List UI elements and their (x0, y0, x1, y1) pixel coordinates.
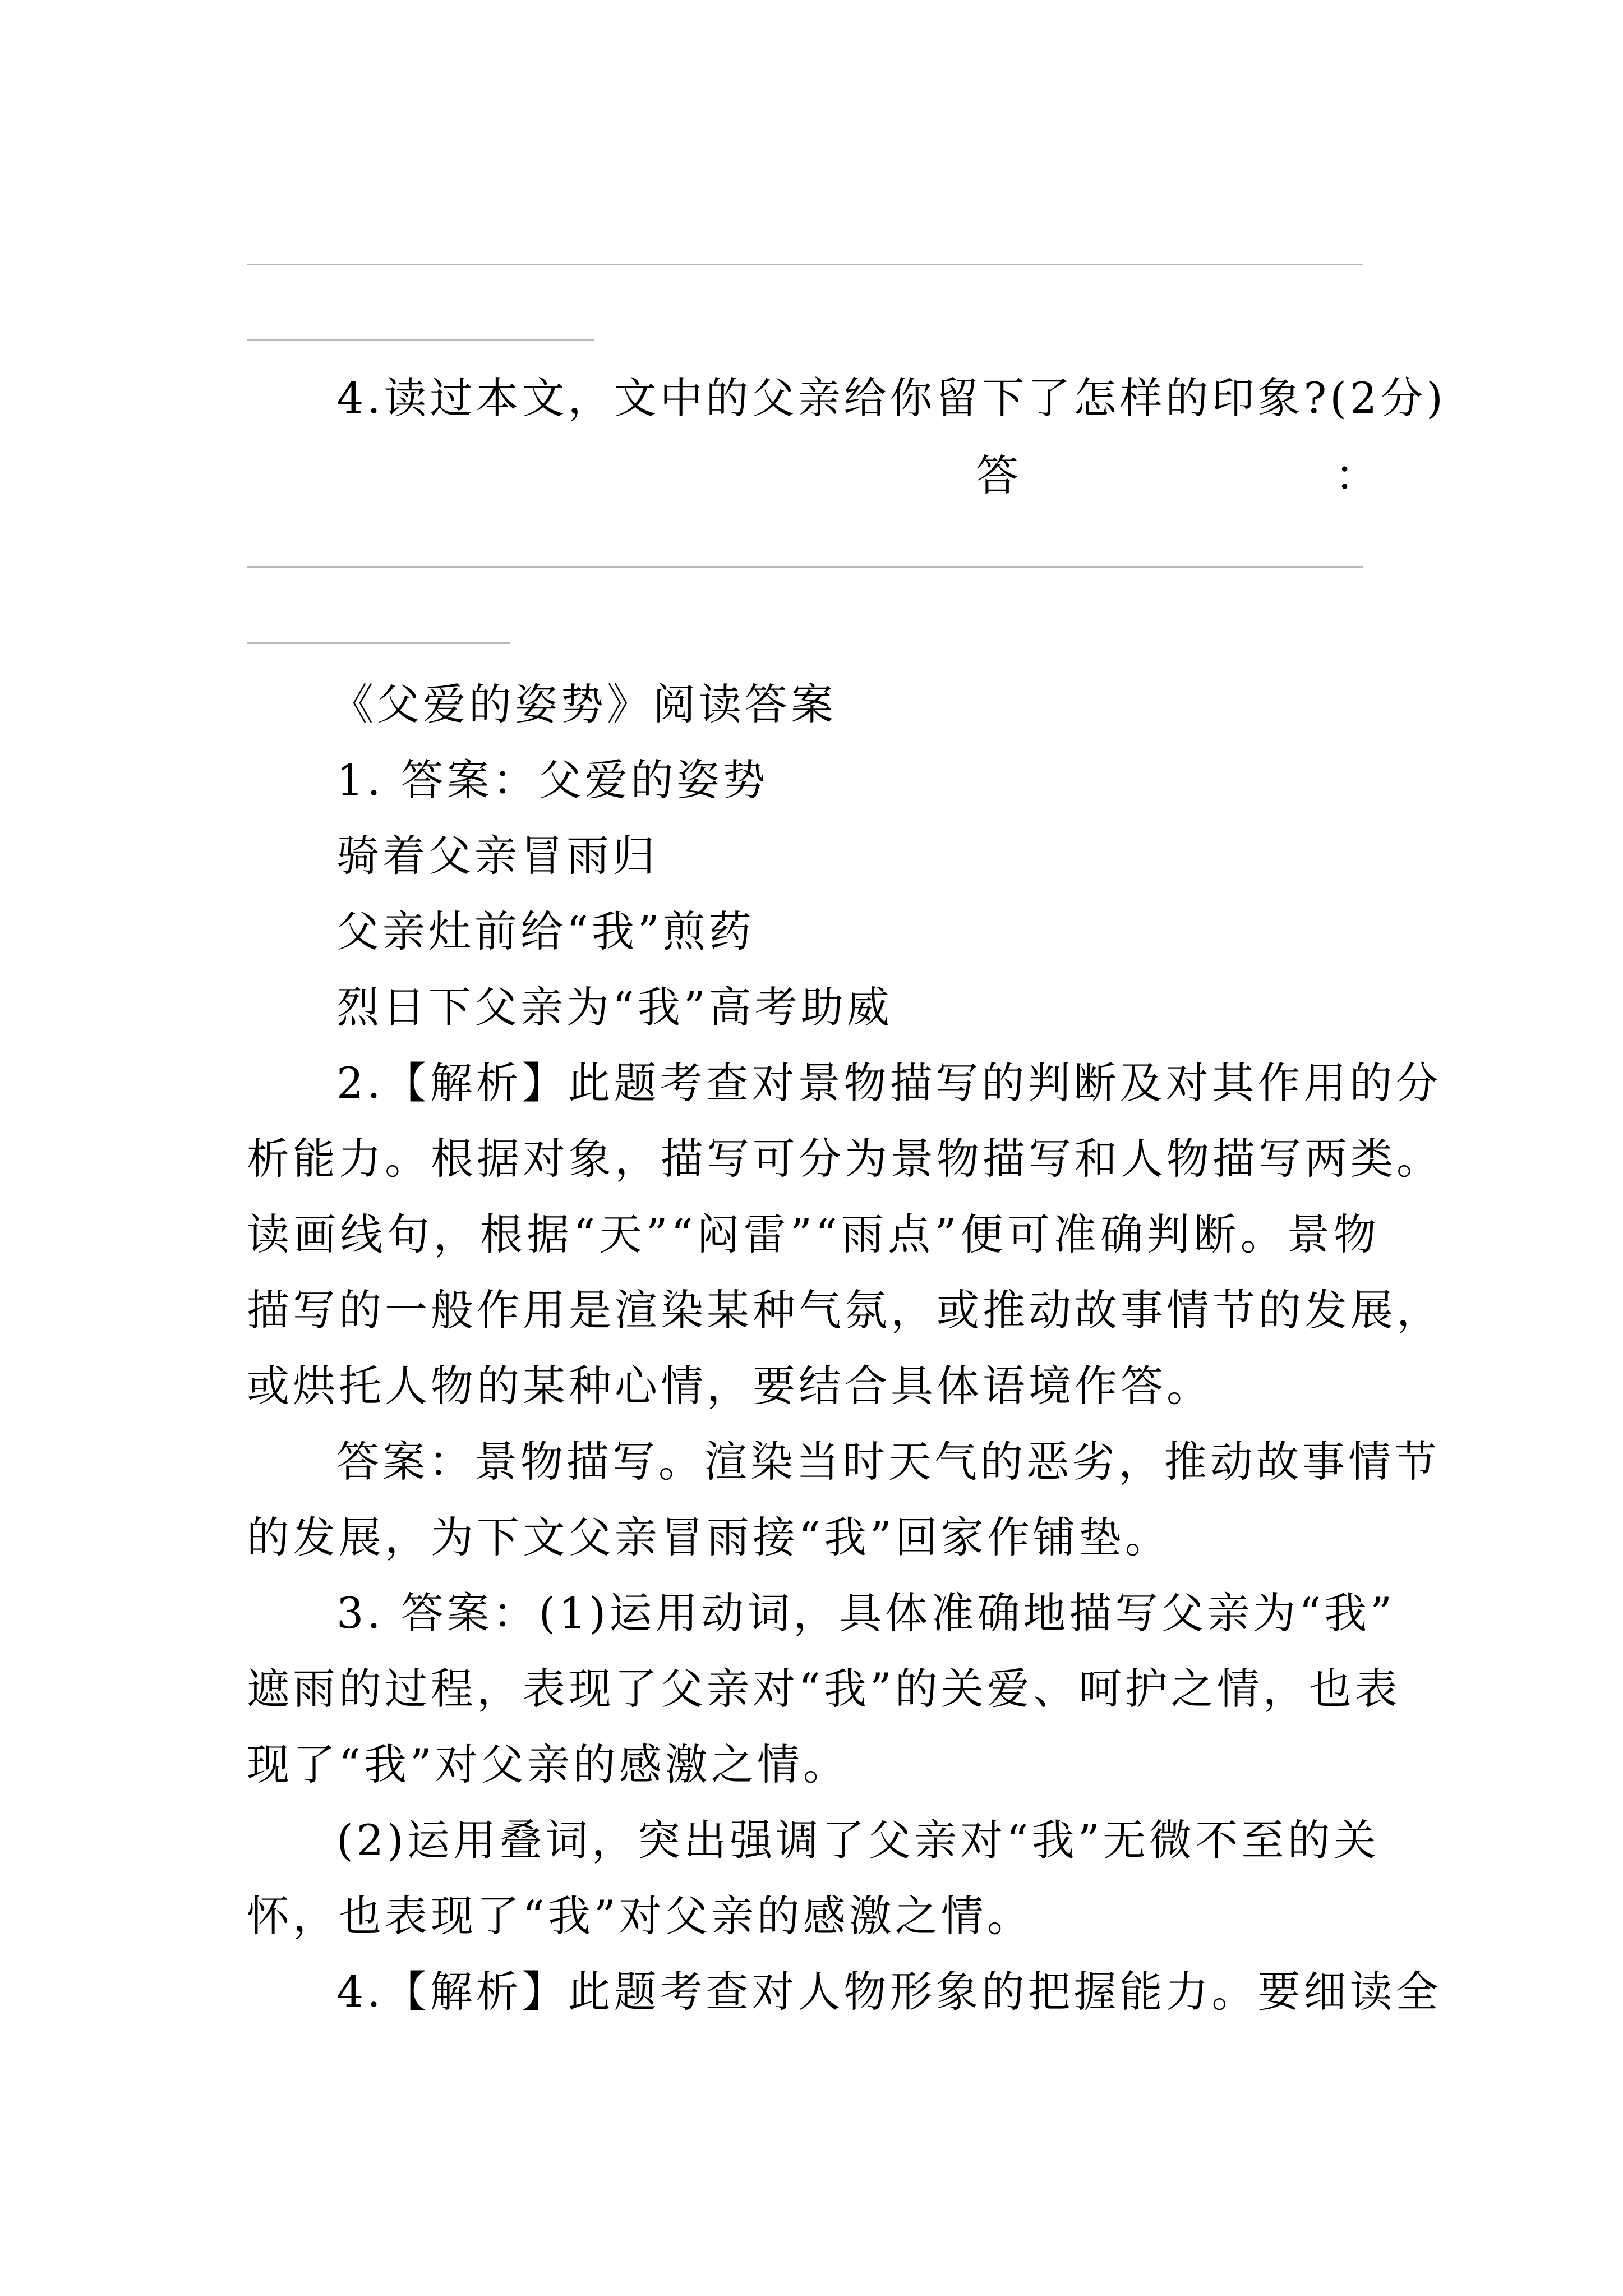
answer-2-analysis-line: 2.【解析】此题考查对景物描写的判断及对其作用的分 (336, 1058, 1442, 1108)
question-4-text: 4.读过本文，文中的父亲给你留下了怎样的印象?(2分) (336, 373, 1446, 423)
answer-1-line: 1. 答案：父爱的姿势 (336, 755, 769, 805)
answer-blank-line (247, 339, 594, 341)
answer-blank-line (247, 566, 1363, 568)
answers-title: 《父爱的姿势》阅读答案 (331, 679, 837, 729)
answer-4-analysis-line: 4.【解析】此题考查对人物形象的把握能力。要细读全 (336, 1967, 1442, 2017)
answer-2-answer-line: 答案：景物描写。渲染当时天气的恶劣，推动故事情节 (336, 1437, 1440, 1487)
answer-blank-line (247, 642, 510, 644)
answer-1-line: 骑着父亲冒雨归 (336, 831, 658, 881)
answer-3-line: 3. 答案：(1)运用动词，具体准确地描写父亲为“我” (336, 1588, 1396, 1638)
answer-2-analysis-line: 描写的一般作用是渲染某种气氛，或推动故事情节的发展， (247, 1285, 1442, 1335)
answer-label: 答 (976, 450, 1018, 500)
answer-1-line: 父亲灶前给“我”煎药 (336, 907, 755, 956)
answer-2-analysis-line: 或烘托人物的某种心情，要结合具体语境作答。 (247, 1361, 1212, 1411)
answer-blank-line (247, 264, 1363, 265)
answer-1-line: 烈日下父亲为“我”高考助威 (336, 982, 893, 1032)
answer-3-line: 怀，也表现了“我”对父亲的感激之情。 (247, 1891, 1033, 1941)
answer-colon: ： (1335, 450, 1377, 500)
answer-3-line: (2)运用叠词，突出强调了父亲对“我”无微不至的关 (336, 1815, 1380, 1865)
answer-3-line: 现了“我”对父亲的感激之情。 (247, 1740, 849, 1789)
answer-3-line: 遮雨的过程，表现了父亲对“我”的关爱、呵护之情，也表 (247, 1664, 1401, 1714)
answer-2-analysis-line: 析能力。根据对象，描写可分为景物描写和人物描写两类。 (247, 1134, 1442, 1184)
answer-2-analysis-line: 读画线句，根据“天”“闷雷”“雨点”便可准确判断。景物 (247, 1209, 1380, 1259)
answer-2-answer-line: 的发展，为下文父亲冒雨接“我”回家作铺垫。 (247, 1512, 1171, 1562)
